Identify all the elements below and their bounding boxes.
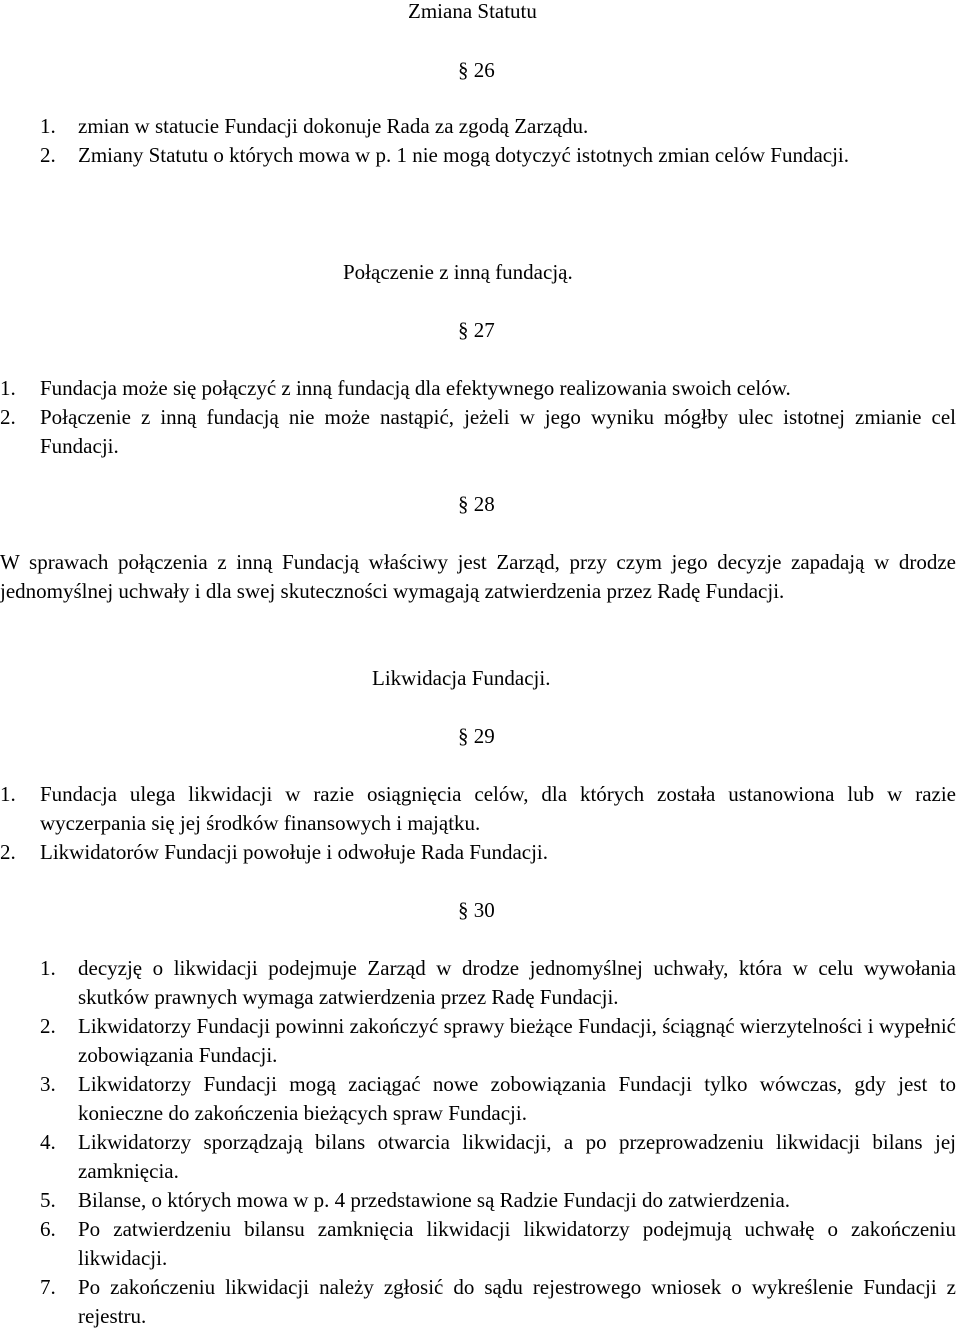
list-item-text: Po zakończeniu likwidacji należy zgłosić do sądu rejestrowego wniosek o wykreślenie Fundacji z rejestru.	[78, 1275, 956, 1328]
paragraph-number-29: § 29	[458, 724, 495, 748]
list-item-text: Likwidatorzy sporządzają bilans otwarcia likwidacji, a po przeprowadzeniu likwidacji bilans jej zamknięcia.	[78, 1130, 956, 1183]
paragraph-number-28: § 28	[458, 492, 495, 516]
list-item-text: decyzję o likwidacji podejmuje Zarząd w drodze jednomyślnej uchwały, która w celu wywołania skutków prawnych wymaga zatwierdzenia przez Radę Fundacji.	[78, 956, 956, 1009]
paragraph-text: W sprawach połączenia z inną Fundacją właściwy jest Zarząd, przy czym jego decyzje zapadają w drodze jednomyślnej uchwały i dla swej skuteczności wymagają zatwierdzenia przez Radę Fundacji.	[0, 550, 956, 603]
list-item-text: Fundacja ulega likwidacji w razie osiągnięcia celów, dla których została ustanowiona lub w razie wyczerpania się jej środków finansowych i majątku.	[40, 782, 956, 835]
list-item-number: 1.	[0, 376, 16, 400]
paragraph-number-26: § 26	[458, 58, 495, 82]
list-item-text: Bilanse, o których mowa w p. 4 przedstawione są Radzie Fundacji do zatwierdzenia.	[78, 1188, 791, 1212]
list-item-number: 3.	[40, 1072, 56, 1096]
list-item-text: zmian w statucie Fundacji dokonuje Rada za zgodą Zarządu.	[78, 114, 589, 138]
list-item-number: 1.	[40, 956, 56, 980]
list-item-text: Likwidatorzy Fundacji mogą zaciągać nowe zobowiązania Fundacji tylko wówczas, gdy jest to konieczne do zakończenia bieżących spraw Fundacji.	[78, 1072, 956, 1125]
list-item-number: 2.	[40, 1014, 56, 1038]
list-item-text: Zmiany Statutu o których mowa w p. 1 nie mogą dotyczyć istotnych zmian celów Fundacji.	[78, 143, 850, 167]
list-item-number: 2.	[0, 840, 16, 864]
list-item-number: 6.	[40, 1217, 56, 1241]
list-item-text: Po zatwierdzeniu bilansu zamknięcia likwidacji likwidatorzy podejmują uchwałę o zakończeniu likwidacji.	[78, 1217, 956, 1270]
list-item-number: 1.	[40, 114, 56, 138]
list-item-text: Likwidatorzy Fundacji powinni zakończyć sprawy bieżące Fundacji, ściągnąć wierzytelności i wypełnić zobowiązania Fundacji.	[78, 1014, 956, 1067]
list-item-number: 2.	[40, 143, 56, 167]
list-item-text: Połączenie z inną fundacją nie może nastąpić, jeżeli w jego wyniku mógłby ulec istotnej zmianie cel Fundacji.	[40, 405, 956, 458]
paragraph-number-30: § 30	[458, 898, 495, 922]
list-item-number: 7.	[40, 1275, 56, 1299]
list-item-number: 4.	[40, 1130, 56, 1154]
list-item-number: 5.	[40, 1188, 56, 1212]
section-heading-likwidacja: Likwidacja Fundacji.	[372, 666, 551, 690]
section-heading-polaczenie: Połączenie z inną fundacją.	[343, 260, 573, 284]
list-item-text: Likwidatorów Fundacji powołuje i odwołuje Rada Fundacji.	[40, 840, 548, 864]
list-item-number: 1.	[0, 782, 16, 806]
section-heading-zmiana-statutu: Zmiana Statutu	[408, 0, 537, 23]
list-item-text: Fundacja może się połączyć z inną fundacją dla efektywnego realizowania swoich celów.	[40, 376, 791, 400]
list-item-number: 2.	[0, 405, 16, 429]
paragraph-number-27: § 27	[458, 318, 495, 342]
